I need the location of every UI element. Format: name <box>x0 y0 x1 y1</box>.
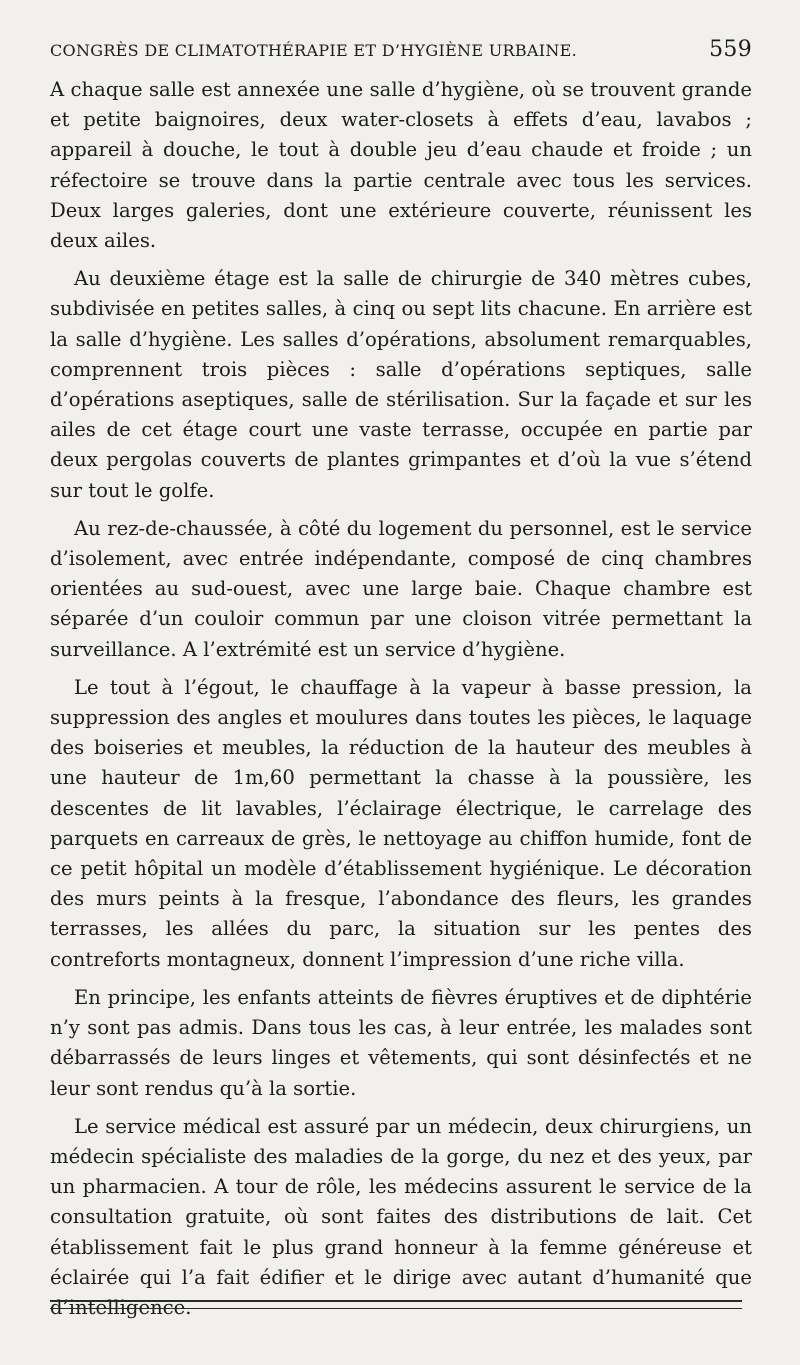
paragraph: Le service médical est assuré par un médecin, deux chirurgiens, un médecin spécialiste des maladies de la gorge, du nez et des yeux, par un pharmacien. A tour de rôle, les médecins assurent le service de la consultation gratuite, où sont faites des distributions de lait. Cet établissement fait le plus grand honneur à la femme généreuse et éclairée qui l’a fait édifier et le dirige avec autant d’humanité que d’intelligence. <box>50 1114 752 1319</box>
rule-line <box>50 1300 742 1302</box>
rule-line <box>50 1308 742 1309</box>
footnote-separator <box>50 1300 742 1309</box>
paragraph: Au deuxième étage est la salle de chirurgie de 340 mètres cubes, subdivisée en petites salles, à cinq ou sept lits chacune. En arrière est la salle d’hygiène. Les salles d’opérations, absolument remarquables, comprennent trois pièces : salle d’opérations septiques, salle d’opérations aseptiques, salle de stérilisation. Sur la façade et sur les ailes de cet étage court une vaste terrasse, occupée en partie par deux pergolas couverts de plantes grimpantes et d’où la vue s’étend sur tout le golfe. <box>50 267 752 502</box>
running-title: CONGRÈS DE CLIMATOTHÉRAPIE ET D’HYGIÈNE URBAINE. <box>50 41 578 60</box>
paragraph: A chaque salle est annexée une salle d’hygiène, où se trouvent grande et petite baignoires, deux water-closets à effets d’eau, lavabos ; appareil à douche, le tout à double jeu d’eau chaude et froide ; un réfectoire se trouve dans la partie centrale avec tous les services. Deux larges galeries, dont une extérieure couverte, réunissent les deux ailes. <box>50 78 752 253</box>
running-header <box>50 38 752 63</box>
document-page <box>50 38 752 1331</box>
paragraph: Le tout à l’égout, le chauffage à la vapeur à basse pression, la suppression des angles et moulures dans toutes les pièces, le laquage des boiseries et meubles, la réduction de la hauteur des meubles à une hauteur de 1m,60 permettant la chasse à la poussière, les descentes de lit lavables, l’éclairage électrique, le carrelage des parquets en carreaux de grès, le nettoyage au chiffon humide, font de ce petit hôpital un modèle d’établissement hygiénique. Le décoration des murs peints à la fresque, l’abondance des fleurs, les grandes terrasses, les allées du parc, la situation sur les pentes des contreforts montagneux, donnent l’impression d’une riche villa. <box>50 675 752 971</box>
page-number: 559 <box>709 37 752 62</box>
paragraph: En principe, les enfants atteints de fièvres éruptives et de diphtérie n’y sont pas admis. Dans tous les cas, à leur entrée, les malades sont débarrassés de leurs linges et vêtements, qui sont désinfectés et ne leur sont rendus qu’à la sortie. <box>50 985 752 1100</box>
paragraph: Au rez-de-chaussée, à côté du logement du personnel, est le service d’isolement, avec entrée indépendante, composé de cinq chambres orientées au sud-ouest, avec une large baie. Chaque chambre est séparée d’un couloir commun par une cloison vitrée permettant la surveillance. A l’extrémité est un service d’hygiène. <box>50 516 752 661</box>
body-text <box>50 75 752 1323</box>
